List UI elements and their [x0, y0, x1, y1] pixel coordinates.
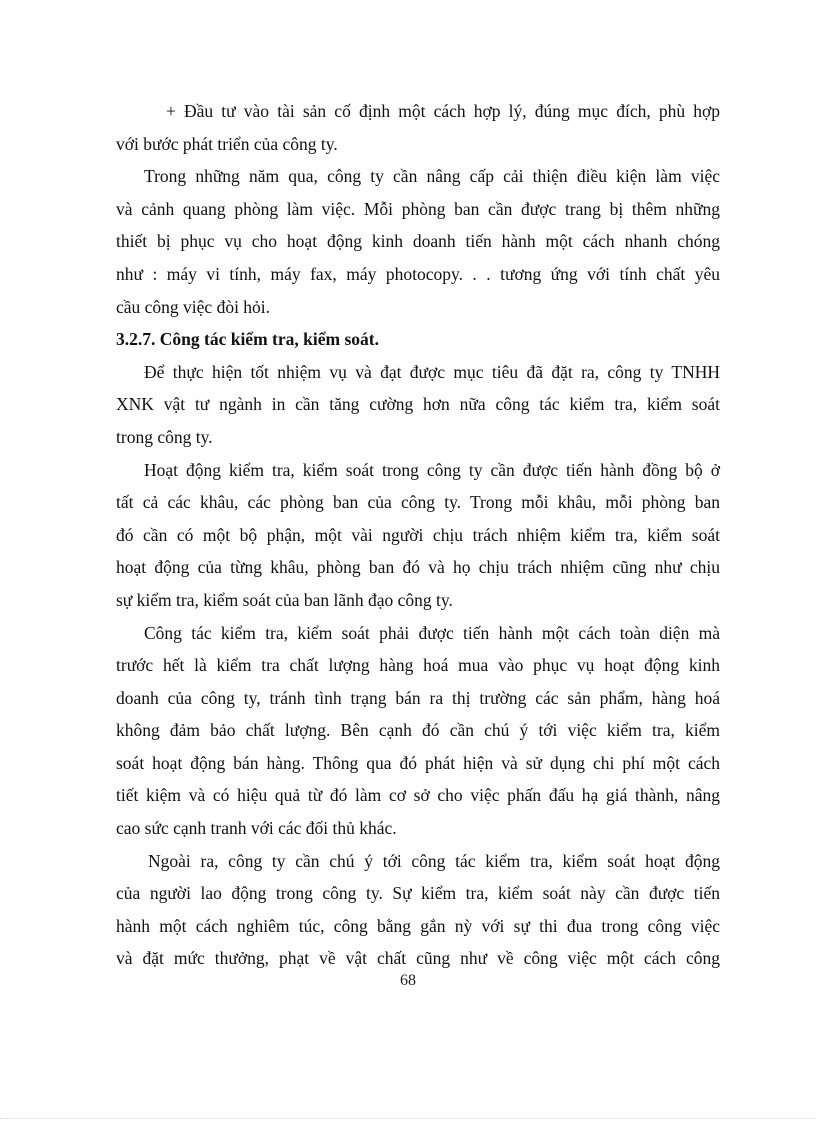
text-line: tiết kiệm và có hiệu quả từ đó làm cơ sở cho việc phấn đấu hạ giá thành, nâng [116, 785, 720, 806]
text-line: hành một cách nghiêm túc, công bằng gắn nỳ với sự thi đua trong công việc [116, 915, 720, 936]
text-line: tất cả các khâu, các phòng ban của công ty. Trong mỗi khâu, mỗi phòng ban [116, 492, 720, 513]
text-line: như : máy vi tính, máy fax, máy photocopy. . . tương ứng với tính chất yêu [116, 263, 720, 284]
text-line: không đảm bảo chất lượng. Bên cạnh đó cần chú ý tới việc kiểm tra, kiểm [116, 720, 720, 741]
text-line: đó cần có một bộ phận, một vài người chịu trách nhiệm kiểm tra, kiểm soát [116, 524, 720, 545]
text-line: XNK vật tư ngành in cần tăng cường hơn nữa công tác kiểm tra, kiểm soát [116, 394, 720, 415]
text-line: và đặt mức thưởng, phạt về vật chất cũng như về công việc một cách công [116, 948, 720, 969]
section-heading: 3.2.7. Công tác kiểm tra, kiểm soát. [116, 329, 379, 350]
text-line: Trong những năm qua, công ty cần nâng cấp cải thiện điều kiện làm việc [144, 166, 720, 187]
text-line: Công tác kiểm tra, kiểm soát phải được tiến hành một cách toàn diện mà [144, 622, 720, 643]
text-line: Ngoài ra, công ty cần chú ý tới công tác kiểm tra, kiểm soát hoạt động [148, 850, 720, 871]
text-line: hoạt động của từng khâu, phòng ban đó và họ chịu trách nhiệm cũng như chịu [116, 557, 720, 578]
text-line: thiết bị phục vụ cho hoạt động kinh doanh tiến hành một cách nhanh chóng [116, 231, 720, 252]
text-line: + Đầu tư vào tài sản cố định một cách hợp lý, đúng mục đích, phù hợp [166, 101, 720, 121]
text-line: sự kiểm tra, kiểm soát của ban lãnh đạo công ty. [116, 589, 453, 610]
text-line: và cảnh quang phòng làm việc. Mỗi phòng ban cần được trang bị thêm những [116, 198, 720, 219]
page-number: 68 [400, 972, 416, 989]
text-line: trong công ty. [116, 426, 213, 447]
text-line: với bước phát triển của công ty. [116, 133, 338, 154]
text-line: trước hết là kiểm tra chất lượng hàng hoá mua vào phục vụ hoạt động kinh [116, 655, 720, 676]
text-line: của người lao động trong công ty. Sự kiểm tra, kiểm soát này cần được tiến [116, 883, 720, 904]
text-line: doanh của công ty, tránh tình trạng bán ra thị trường các sản phẩm, hàng hoá [116, 687, 720, 708]
text-line: cầu công việc đòi hỏi. [116, 296, 271, 317]
page-bottom-divider [0, 1118, 816, 1119]
text-line: Để thực hiện tốt nhiệm vụ và đạt được mục tiêu đã đặt ra, công ty TNHH [144, 361, 720, 382]
text-line: soát hoạt động bán hàng. Thông qua đó phát hiện và sử dụng chi phí một cách [116, 752, 720, 773]
text-line: Hoạt động kiểm tra, kiểm soát trong công ty cần được tiến hành đồng bộ ở [144, 459, 720, 480]
document-body [116, 95, 720, 975]
text-line: cao sức cạnh tranh với các đối thủ khác. [116, 818, 397, 839]
